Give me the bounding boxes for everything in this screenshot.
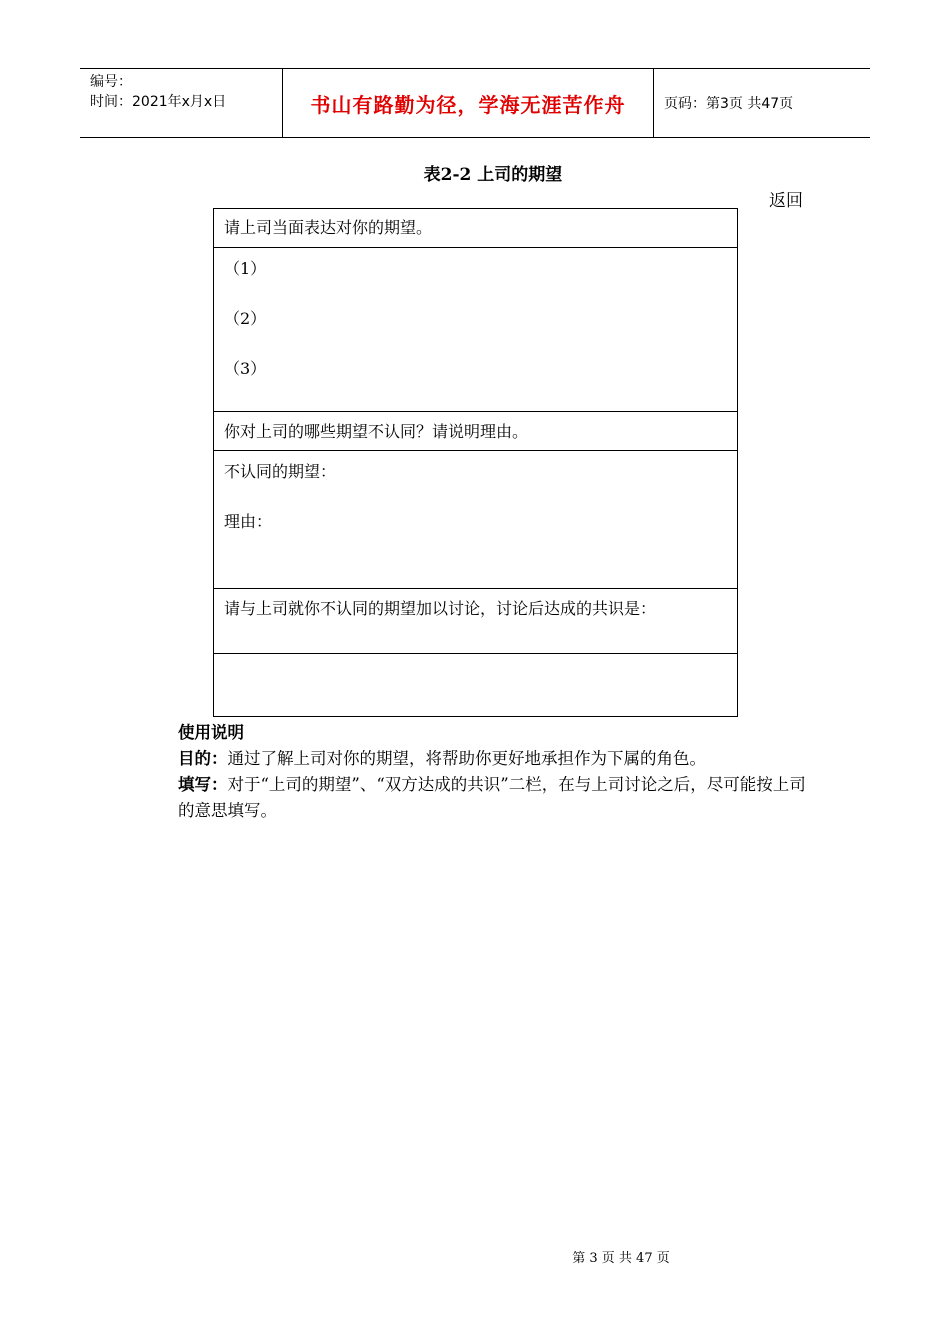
notes-heading: 使用说明	[178, 723, 244, 742]
form-row-consensus-field[interactable]	[214, 653, 737, 716]
form-row-disagree-prompt: 你对上司的哪些期望不认同？请说明理由。	[214, 411, 737, 450]
date-label: 时间：2021年x月x日	[90, 94, 227, 110]
fill-label: 填写：	[178, 775, 228, 794]
expectation-item-1: （1）	[224, 259, 267, 278]
header-left	[80, 69, 282, 137]
fill-text: 对于“上司的期望”、“双方达成的共识”二栏，在与上司讨论之后，尽可能按上司的意思填写。	[178, 775, 806, 820]
reason-label: 理由：	[224, 512, 273, 531]
table-title: 表2-2 上司的期望	[423, 165, 563, 185]
page-header	[80, 68, 870, 138]
purpose-label: 目的：	[178, 749, 228, 768]
form-row-expectations-prompt: 请上司当面表达对你的期望。	[224, 218, 433, 237]
header-right	[654, 69, 870, 137]
back-link[interactable]: 返回	[769, 191, 803, 211]
disagree-label: 不认同的期望：	[224, 462, 337, 481]
form-row-expectation-items[interactable]	[214, 247, 737, 411]
page-footer: 第 3 页 共 47 页	[572, 1251, 670, 1266]
expectation-form	[213, 208, 738, 717]
form-row-disagree-fields[interactable]	[214, 450, 737, 588]
slogan: 书山有路勤为径，学海无涯苦作舟	[310, 92, 626, 117]
number-label: 编号：	[90, 74, 132, 90]
page-info: 页码：第3页 共47页	[664, 96, 794, 112]
notes-purpose	[145, 746, 810, 772]
expectation-item-2: （2）	[224, 309, 267, 328]
notes-fill	[145, 772, 810, 824]
expectation-item-3: （3）	[224, 359, 267, 378]
usage-notes	[145, 720, 810, 824]
form-row-consensus-prompt: 请与上司就你不认同的期望加以讨论，讨论后达成的共识是：	[214, 588, 737, 653]
purpose-text: 通过了解上司对你的期望，将帮助你更好地承担作为下属的角色。	[227, 749, 706, 768]
header-middle	[282, 69, 654, 137]
